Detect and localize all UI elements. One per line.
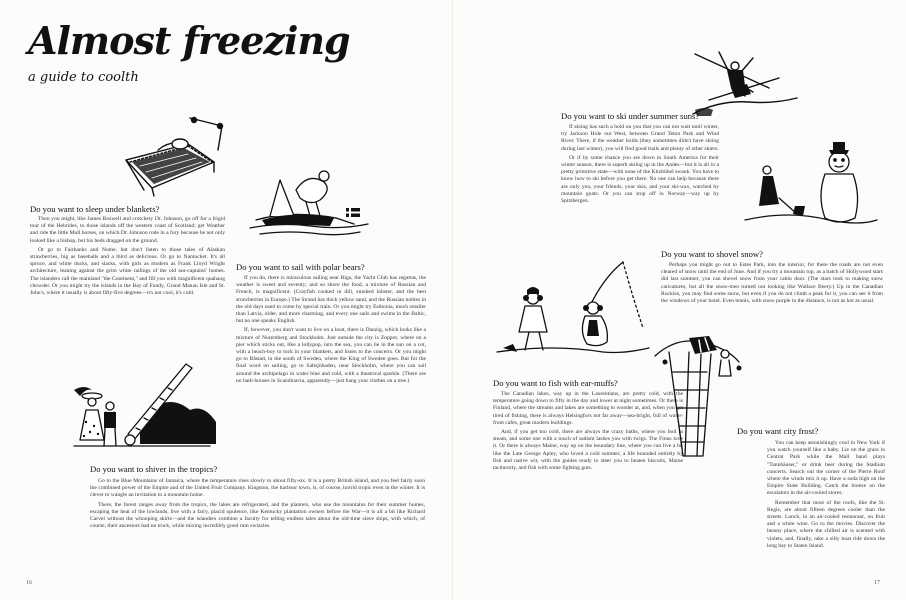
polar-bear-sailing-illustration <box>250 160 370 250</box>
heading-blankets: Do you want to sleep under blankets? <box>30 204 160 214</box>
paragraph: Or if by some chance you are down in South America for their winter season, there is superb skiing up in the Andes—but it is all in a pretty primitive state—with none of the Kitzbühel swank. You have to know how to ski before you get there. No one can help because there are only you, your friends, your skis, and your ski-wax, watched by mountain goats. Or you can stop off in Norway—way up by Spitzbergen. <box>561 154 719 205</box>
heading-city-frost: Do you want city frost? <box>737 426 819 436</box>
article-tropics <box>90 478 425 578</box>
heading-ear-muffs: Do you want to fish with ear-muffs? <box>493 378 618 388</box>
paragraph: You can keep astonishingly cool in New York if you watch yourself like a baby. Lie on the grass in Central Park while the Mall band plays "Tannhäuser," or drink beer during the Stadium concerts. Search out the corner of the Pierre Roof where the winds mix it up. Have a soda high on the Empire State Building. Catch the breeze on the escalators in the air-cooled stores. <box>767 440 885 497</box>
paragraph: There, the forest ranges away from the tropics, the lakes are refrigerated, and the planters, who use the mountains for their summer homes, escaping the heat of the lowlands, live with a fairy, placid opulence, like Kentucky plantation owners before the War—it is all a bit like Richard Carvel without the whooping skirts—and the islanders combine a faculty for telling endless tales about the old-time slave ships, with which, of course, their ancestors had no truck, while mixing incredibly good rum swizzles. <box>90 501 425 530</box>
paragraph: If skiing has such a hold on you that you can not wait until winter, try Jackson Hole out West, between Grand Teton Park and Wind River. There, if the weather holds (they sometimes didn't have skiing during last winter), you will find good trails and plenty of other skiers. <box>561 124 719 152</box>
paragraph: Remember that most of the roofs, like the St. Regis, are about fifteen degrees cooler than the streets. Lunch, in an air-cooled restaurant, on fruit and a white wine. Go to the movies. Discover the beauty place, where the chilled air is scented with violets, and, finally, take a silly boat ride down the long bay to Staten Island. <box>767 499 885 549</box>
sleeping-in-bed-illustration <box>118 110 228 200</box>
snowman-shoveling-illustration <box>739 140 879 230</box>
article-shovel-snow <box>661 262 883 334</box>
heading-ski: Do you want to ski under summer suns? <box>561 111 700 121</box>
ice-fishing-illustration <box>493 258 653 358</box>
paragraph: If, however, you don't want to live on a boat, there is Danzig, which looks like a mixture of Nuremberg and Stockholm. Just outside the city is Zoppot, where on a pier which sticks out, like a lollypop, into the sea, you can lie in the sun on a cot, with a beach-boy to tuck in your blankets, and listen to the concerts. Or you might go to Båstad, in the south of Sweden, where the King of Sweden goes. But for the final word on sailing, go to Saltsjöbaden, near Stockholm, where you can sail around the archipelago in water blue and cold, with a theatrical sparkle. (There are no bath-houses in Scandinavia, apparently—just hang your clothes on a tree.) <box>236 327 426 384</box>
article-ski <box>561 124 719 264</box>
page-number-right: 17 <box>874 580 880 586</box>
article-city-frost <box>767 440 885 586</box>
paragraph: The Canadian lakes, way up in the Laurentians, are pretty cold, with the temperature going down to fifty in the day and lower at night sometimes. Or there is Finland, where the streams and lakes are something to wonder at, and, when you get tired of fishing, there is always Helsingfors not far away—sea-bright, full of water-front cafés, great modern buildings. <box>493 391 683 426</box>
heading-polar-bears: Do you want to sail with polar bears? <box>236 262 365 272</box>
article-polar-bears <box>236 275 426 453</box>
paragraph: Go to the Blue Mountains of Jamaica, where the temperature rises slowly to about fifty-six. It is a pretty British island, and you feel fairly soon the combined power of the Empire and of the United Fruit Company. Kingston, the harbour town, is, of course, horrid tropic even in the winter. It is clever to wangle an invitation to a mountain home. <box>90 478 425 499</box>
paragraph: Perhaps you might go out to Estes Park, into the interior, for there the roads are not even cleared of snow until the end of June. And if you try a mountain top, as a batch of Hollywood stars did last summer, you can shovel snow from your cabin door. (The stars took to making snow caricatures, but all the snow-men turned out looking like Wallace Beery.) Up in the Canadian Rockies, you may find some snow, but even if you do not climb a peak for it, you can see it from the windows of your hotel. Even tennis, with snow purple in the distance, is not as hot as usual. <box>661 262 883 305</box>
page-number-left: 16 <box>26 580 32 586</box>
heading-tropics: Do you want to shiver in the tropics? <box>90 464 218 474</box>
tropics-thermometer-illustration <box>70 360 220 460</box>
skier-illustration <box>689 44 799 124</box>
paragraph: Then you might, like James Boswell and crotchety Dr. Johnson, go off for a frigid tour of the Hebrides, to those islands off the western coast of Scotland; get Weather and ride the little Mull horses, on which Dr. Johnson rode in a fury because he not only looked like a bishop, but his beds dragged on the ground. <box>30 216 225 244</box>
page-title: Almost freezing <box>28 18 350 63</box>
paragraph: If you do, there is miraculous sailing near Riga, the Yacht Club has regattas, the weather is sweet and seventy; and so shore the food, a mixture of Russian and French, is magnificent. (Crayfish cooked in dill, smoked lobster, and the best strawberries in Europe.) The Strand has thick yellow sand, and the Russian nobles in the old days used to come by special train. Or you might try Esthonia, much smaller than Latvia, older, and more charming, and every one sails and swims in the Baltic, but no one speaks English. <box>236 275 426 325</box>
page-subtitle: a guide to coolth <box>28 70 139 85</box>
heading-shovel-snow: Do you want to shovel snow? <box>661 249 763 259</box>
right-page <box>453 0 906 600</box>
paragraph: And, if you get too cold, there are always the crazy baths, where you boil in steam, and some one with a touch of sadism lashes you with twigs. The Finns love it. Or there is always Maine, way up on the boundary line, where you can live a bit like the Late George Apley, who loved a cold summer, a life bounded entirely by fish and native wit, with the guides ready to steer you to beaten biscuits, Maine taciturnity, and fish with some fighting guts. <box>493 429 683 472</box>
article-blankets <box>30 216 225 366</box>
city-frost-illustration <box>649 332 749 460</box>
paragraph: Or go to Fairbanks and Nome, but don't listen to those tales of Alaskan strawberries, big as baseballs and a third as delicious. Or go to Nantucket. It's all spruce, and white ducks, and slacks, with girls as modern as Frank Lloyd Wright architecture, leaning against the grim white railings of the old sea-captains' homes. The islanders call the mainland "the Continent," and fill you with magnificent quahaug chowder. Or you might try the islands in the Bay of Fundy, Grand Manan Isle and St. John's, where it usually is about fifty-five degrees—it's not cool, it's cold. <box>30 246 225 297</box>
